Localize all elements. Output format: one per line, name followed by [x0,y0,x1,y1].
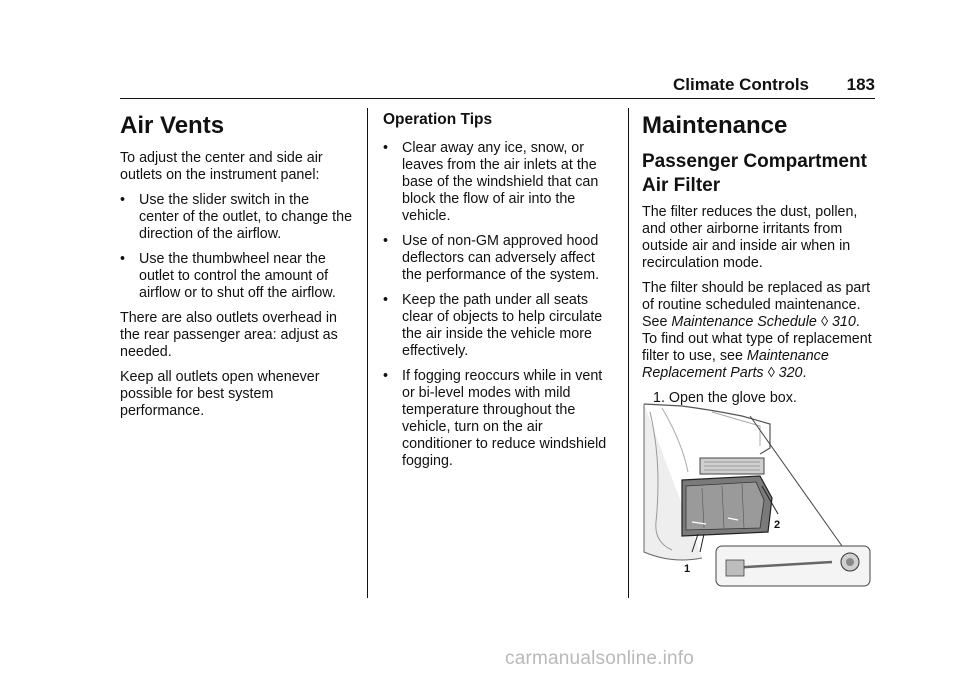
page-number: 183 [846,75,875,94]
bullet-icon: • [120,251,126,267]
bullet-icon: • [383,292,389,308]
list-item [383,140,613,225]
watermark: carmanualsonline.info [505,648,695,669]
section-title: Climate Controls [673,75,810,94]
operation-tips-bullets [383,140,613,470]
bullet-text: If fogging reoccurs while in vent or bi-level modes with mild temperature throughout the vehicle, turn on the air conditioner to reduce windshield fogging. [402,368,607,469]
bullet-text: Use the thumbwheel near the outlet to control the amount of airflow or to shut off the airflow. [139,251,336,301]
list-item [383,233,613,284]
bullet-text: Use the slider switch in the center of the outlet, to change the direction of the airflow. [139,192,353,242]
bullet-icon: • [120,192,126,208]
column-air-vents [120,108,352,428]
air-vent-bullets [120,192,352,302]
page-ref-arrow-icon: ◊ [767,365,775,381]
page-ref-arrow-icon: ◊ [820,314,828,330]
column-operation-tips [383,108,613,478]
replacement-parts-link[interactable]: Maintenance Replacement Parts ◊ 320 [642,348,829,381]
heading-maintenance: Maintenance [642,112,788,139]
list-item [383,368,613,470]
filter-intro-paragraph: The filter reduces the dust, pollen, and other airborne irritants from outside air and inside air when in recirculation mode. [642,204,858,271]
list-item [120,251,352,302]
callout-2: 2 [774,519,781,531]
bullet-icon: • [383,233,389,249]
column-divider [367,108,368,598]
heading-air-vents: Air Vents [120,112,225,139]
maintenance-schedule-link[interactable]: Maintenance Schedule ◊ 310 [671,314,856,330]
glove-box-illustration [642,402,874,590]
bullet-text: Clear away any ice, snow, or leaves from the air inlets at the base of the windshield that can block the flow of air into the vehicle. [402,140,599,224]
heading-operation-tips: Operation Tips [383,111,493,128]
column-divider [628,108,629,598]
page-header [673,70,875,100]
bullet-icon: • [383,140,389,156]
column-maintenance [642,108,874,407]
callout-1: 1 [684,563,691,575]
bullet-icon: • [383,368,389,384]
step-1: 1. Open the glove box. [653,390,797,406]
header-rule [120,98,875,99]
list-item [120,192,352,243]
intro-paragraph: To adjust the center and side air outlets on the instrument panel: [120,150,323,183]
list-item [383,292,613,360]
heading-air-filter: Passenger Compartment Air Filter [642,151,867,196]
bullet-text: Use of non-GM approved hood deflectors can adversely affect the performance of the system. [402,233,600,283]
replacement-paragraph: The filter should be replaced as part of routine scheduled maintenance. See Maintenance Schedule ◊ 310. To find out what type of replacement filter to use, see Maintenance Replacement Parts ◊ 320. [642,280,872,381]
bullet-text: Keep the path under all seats clear of objects to help circulate the air inside the vehicle more effectively. [402,292,603,359]
rear-outlets-paragraph: There are also outlets overhead in the rear passenger area: adjust as needed. [120,310,338,360]
keep-open-paragraph: Keep all outlets open whenever possible for best system performance. [120,369,320,419]
